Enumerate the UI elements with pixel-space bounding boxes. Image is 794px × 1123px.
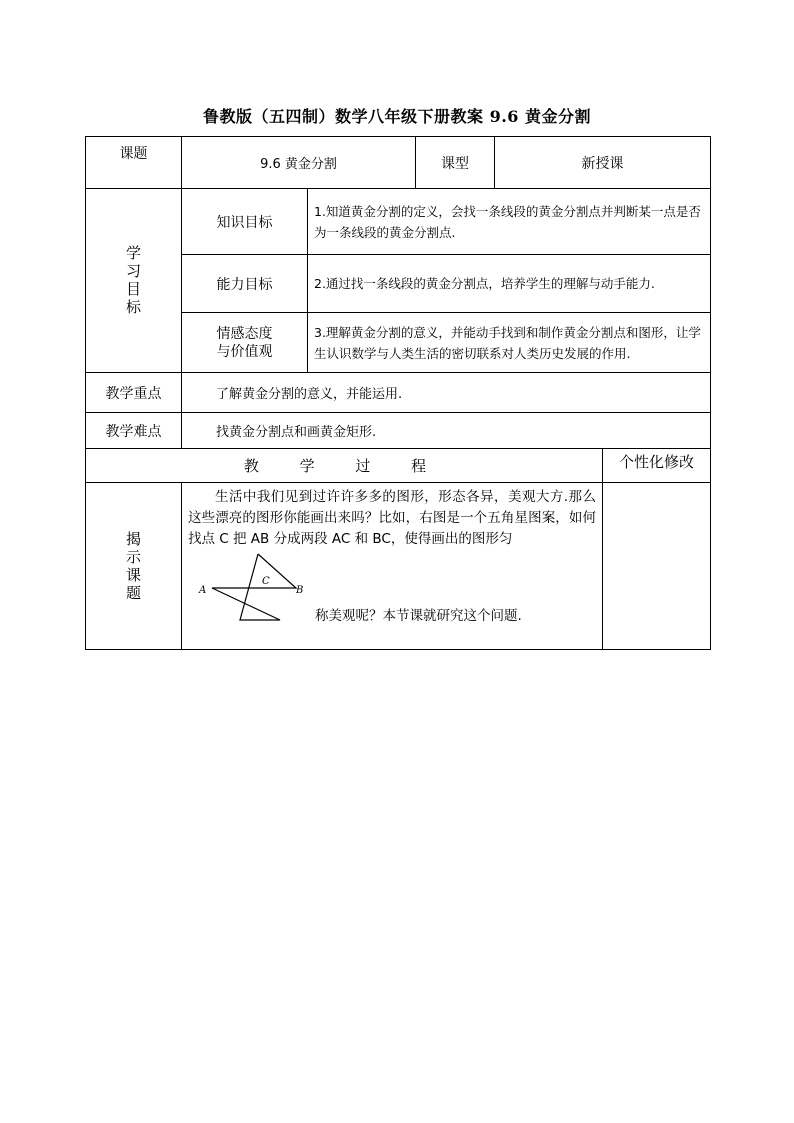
pentagram-lines: [212, 554, 296, 620]
objective-text-attitude: 3.理解黄金分割的意义，并能动手找到和制作黄金分割点和图形，让学生认识数学与人类生活的密切联系对人类历史发展的作用.: [308, 313, 711, 373]
objective-label-ability: 能力目标: [182, 255, 308, 313]
key-point-row: [86, 373, 711, 413]
personal-edit-cell[interactable]: [603, 483, 711, 650]
point-label-c: C: [262, 576, 270, 587]
type-value: 新授课: [495, 137, 711, 189]
process-header: 教 学 过 程: [86, 449, 603, 483]
objective-label-attitude-line2: 与价值观: [216, 343, 273, 360]
process-header-row: [86, 449, 711, 483]
topic-row: [86, 137, 711, 189]
objective-text-knowledge: 1.知道黄金分割的定义，会找一条线段的黄金分割点并判断某一点是否为一条线段的黄金分割点.: [308, 189, 711, 255]
intro-label-cell: [86, 483, 182, 650]
objective-label-knowledge: 知识目标: [182, 189, 308, 255]
difficulty-text: 找黄金分割点和画黄金矩形.: [182, 413, 711, 449]
intro-label: 揭示课题: [125, 529, 141, 602]
star-figure-row: [182, 550, 602, 622]
document-title: 鲁教版（五四制）数学八年级下册教案 9.6 黄金分割: [203, 107, 591, 126]
lesson-plan-table: [85, 136, 711, 650]
objective-label-attitude: [182, 313, 308, 373]
difficulty-row: [86, 413, 711, 449]
objective-text-ability: 2.通过找一条线段的黄金分割点，培养学生的理解与动手能力.: [308, 255, 711, 313]
pentagram-figure: [198, 550, 308, 622]
objective-label-attitude-line1: 情感态度: [216, 325, 273, 342]
point-label-b: B: [296, 585, 304, 596]
objectives-group-label-cell: [86, 189, 182, 373]
objective-row-knowledge: [86, 189, 711, 255]
intro-paragraph: 生活中我们见到过许许多多的图形，形态各异，美观大方.那么这些漂亮的图形你能画出来吗？比如，右图是一个五角星图案，如何找点 C 把 AB 分成两段 AC 和 BC，使得画出的图形匀: [188, 489, 596, 547]
topic-value: 9.6 黄金分割: [182, 137, 416, 189]
difficulty-label: 教学难点: [86, 413, 182, 449]
topic-label: 课题: [86, 137, 182, 189]
key-point-label: 教学重点: [86, 373, 182, 413]
objectives-group-label: 学习目标: [125, 244, 141, 316]
personal-edit-label: 个性化修改: [603, 449, 711, 483]
type-label: 课型: [416, 137, 495, 189]
intro-content: [182, 483, 603, 650]
intro-row: [86, 483, 711, 650]
key-point-text: 了解黄金分割的意义，并能运用.: [182, 373, 711, 413]
intro-tail: 称美观呢？本节课就研究这个问题.: [315, 608, 522, 624]
point-label-a: A: [199, 585, 207, 596]
